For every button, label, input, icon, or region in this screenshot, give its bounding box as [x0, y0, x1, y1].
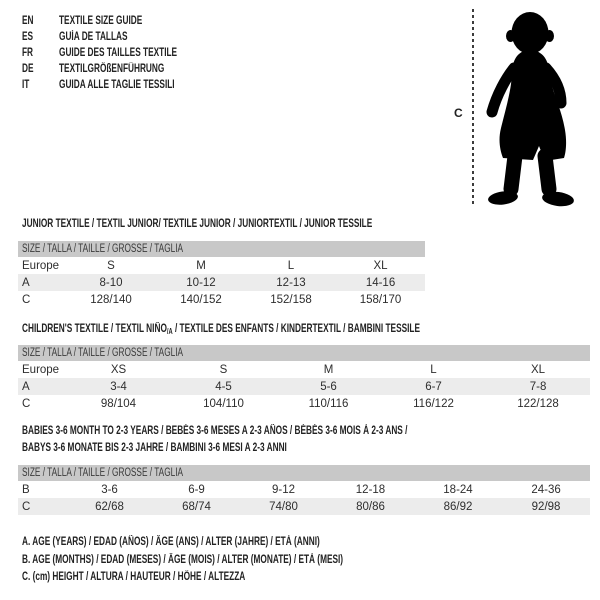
- section-title-children: CHILDREN'S TEXTILE / TEXTIL $NIÑO_{/A}$ / TEXTILE DES ENFANTS / KINDERTEXTIL / BAMBINI TESSILE: [22, 323, 421, 336]
- section-title-babies: BABIES 3-6 MONTH TO 2-3 YEARS / BEBÉS 3-6 MESES A 2-3 AÑOS / BÉBÉS 3-6 MOIS À 2-3 ANS / BABYS 3-6 MONATE BIS 2-3 JAHRE / BAMBINI 3-6 MESI A 2-3 ANNI: [22, 425, 408, 454]
- guide-title: GUIDA ALLE TAGLIE TESSILI: [59, 79, 175, 91]
- size-value-cell: 18-24: [443, 483, 473, 496]
- size-value-cell: 3-4: [110, 380, 127, 393]
- table-row: [18, 481, 590, 498]
- row-label-cell: C: [22, 293, 31, 306]
- guide-title: GUIDE DES TAILLES TEXTILE: [59, 47, 178, 59]
- size-value-cell: 86/92: [443, 500, 473, 513]
- row-label-cell: B: [22, 483, 30, 496]
- size-value-cell: 62/68: [95, 500, 124, 513]
- size-value-cell: 110/116: [308, 397, 349, 410]
- row-label-cell: A: [22, 276, 30, 289]
- size-value-cell: S: [219, 363, 228, 376]
- size-value-cell: L: [287, 259, 295, 272]
- size-value-cell: 12-13: [276, 276, 306, 289]
- table-row: [18, 498, 590, 515]
- row-label-cell: C: [22, 500, 31, 513]
- size-value-cell: 12-18: [355, 483, 386, 496]
- size-value-cell: XS: [110, 363, 127, 376]
- language-code: DE: [22, 63, 34, 75]
- size-value-cell: 3-6: [101, 483, 118, 496]
- table-row: [18, 274, 425, 291]
- size-value-cell: 6-7: [425, 380, 442, 393]
- row-label-cell: A: [22, 380, 30, 393]
- size-header-row: [18, 465, 590, 481]
- table-row: [18, 378, 590, 395]
- language-row: [22, 77, 223, 93]
- size-header-label: SIZE / TALLA / TAILLE / GRÖSSE / TAGLIA: [22, 347, 184, 359]
- size-value-cell: 14-16: [365, 276, 396, 289]
- size-value-cell: M: [323, 363, 334, 376]
- footnote-c: C. (cm) HEIGHT / ALTURA / HAUTEUR / HÖHE / ALTEZZA: [22, 571, 246, 583]
- size-value-cell: 152/158: [270, 293, 312, 306]
- size-value-cell: 80/86: [356, 500, 385, 513]
- children-size-table: [18, 345, 590, 412]
- language-row: [22, 29, 223, 45]
- table-row: [18, 361, 590, 378]
- language-title-list: [22, 13, 223, 93]
- row-label-cell: Europe: [22, 363, 60, 376]
- size-value-cell: 98/104: [100, 397, 137, 410]
- language-code: EN: [22, 15, 34, 27]
- table-row: [18, 257, 425, 274]
- size-value-cell: 116/122: [413, 397, 454, 410]
- footnote-a: A. AGE (YEARS) / EDAD (AÑOS) / ÂGE (ANS) / ALTER (JAHRE) / ETÀ (ANNI): [22, 536, 320, 548]
- size-value-cell: 10-12: [186, 276, 216, 289]
- size-value-cell: S: [107, 259, 115, 272]
- size-header-label: SIZE / TALLA / TAILLE / GRÖSSE / TAGLIA: [22, 467, 184, 479]
- size-header-label: SIZE / TALLA / TAILLE / GRÖSSE / TAGLIA: [22, 243, 184, 255]
- row-label-cell: C: [22, 397, 31, 410]
- size-value-cell: 4-5: [215, 380, 232, 393]
- size-value-cell: 24-36: [531, 483, 561, 496]
- size-value-cell: 128/140: [90, 293, 132, 306]
- size-value-cell: 7-8: [529, 380, 547, 393]
- height-measure-dotted-line: [472, 9, 474, 206]
- language-row: [22, 61, 223, 77]
- size-value-cell: 68/74: [182, 500, 211, 513]
- baby-silhouette: [480, 8, 584, 208]
- footnote-b: B. AGE (MONTHS) / EDAD (MESES) / ÂGE (MOIS) / ALTER (MONATE) / ETÀ (MESI): [22, 553, 344, 566]
- size-value-cell: L: [430, 363, 437, 376]
- language-row: [22, 13, 223, 29]
- table-row: [18, 291, 425, 308]
- section-title-junior: JUNIOR TEXTILE / TEXTIL JUNIOR/ TEXTILE JUNIOR / JUNIORTEXTIL / JUNIOR TESSILE: [22, 218, 373, 230]
- guide-title: TEXTILE SIZE GUIDE: [59, 15, 143, 27]
- size-value-cell: 74/80: [269, 500, 298, 513]
- size-header-row: [18, 241, 425, 257]
- junior-size-table: [18, 241, 425, 308]
- babies-size-table: [18, 465, 590, 515]
- size-value-cell: 92/98: [531, 500, 561, 513]
- size-value-cell: 6-9: [188, 483, 205, 496]
- table-row: [18, 395, 590, 412]
- size-value-cell: 104/110: [203, 397, 244, 410]
- language-row: [22, 45, 223, 61]
- guide-title: GUÍA DE TALLAS: [59, 31, 128, 43]
- size-value-cell: XL: [373, 259, 388, 272]
- size-value-cell: XL: [531, 363, 546, 376]
- size-value-cell: 5-6: [320, 380, 337, 393]
- size-value-cell: 9-12: [271, 483, 296, 496]
- guide-title: TEXTILGRÖßENFÜHRUNG: [59, 63, 165, 75]
- size-value-cell: 122/128: [517, 397, 559, 410]
- height-measure-label: C: [454, 106, 463, 120]
- language-code: FR: [22, 47, 34, 59]
- row-label-cell: Europe: [22, 259, 60, 272]
- size-value-cell: M: [196, 259, 206, 272]
- size-value-cell: 140/152: [180, 293, 222, 306]
- size-value-cell: 8-10: [99, 276, 123, 289]
- language-code: ES: [22, 31, 34, 43]
- measurement-footnotes: [22, 534, 468, 587]
- size-header-row: [18, 345, 590, 361]
- language-code: IT: [22, 79, 30, 91]
- size-value-cell: 158/170: [359, 293, 402, 306]
